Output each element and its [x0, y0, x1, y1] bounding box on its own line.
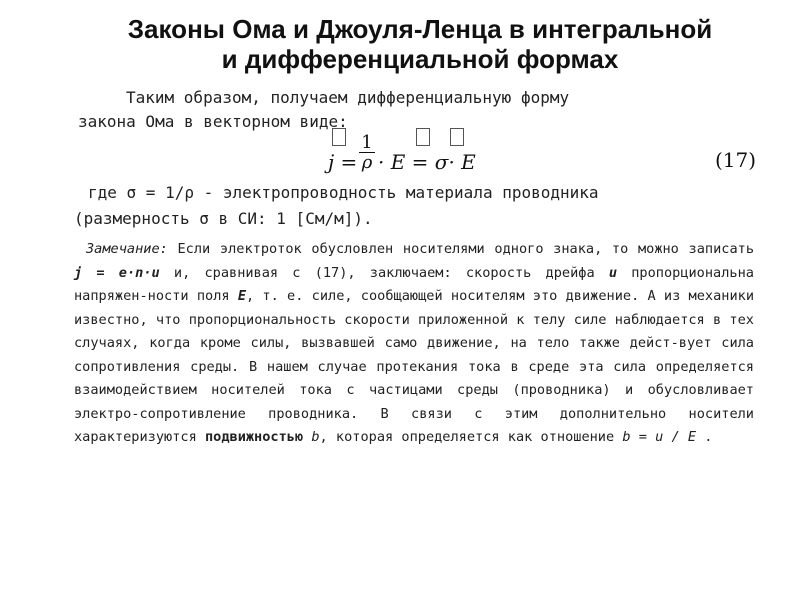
fraction-denominator: ρ: [361, 152, 373, 173]
lead-line-2: закона Ома в векторном виде:: [78, 112, 348, 131]
equation-number: (17): [714, 148, 756, 172]
title-line-1: Законы Ома и Джоуля-Ленца в интегральной: [127, 14, 713, 44]
fraction-numerator: 1: [361, 132, 373, 153]
remark-paragraph: [74, 238, 754, 450]
current-density-formula: j = e·n·u: [74, 264, 160, 281]
where-line-2: (размерность σ в СИ: 1 [См/м]).: [74, 209, 373, 228]
formula-fraction: [358, 134, 376, 173]
where-line-1: где σ = 1/ρ - электропроводность материала проводника: [88, 183, 599, 202]
mobility-symbol: b: [311, 429, 320, 445]
mobility-term: подвижностью: [204, 429, 304, 445]
remark-intro: Если электроток обусловлен носителями одного знака, то можно записать: [167, 241, 754, 257]
ohm-law-formula: [320, 126, 760, 186]
drift-velocity-symbol: u: [608, 264, 618, 281]
remark-text-3: , т. е. силе, сообщающей носителям это движение. А из механики известно, что пропорциональность скорости приложенной к телу силе наблюдается в тех случаях, когда кроме силы, вызвавшей само движение, на тело также дейст-вует сила сопротивления среды. В нашем случае протекания тока в среде эта сила определяется взаимодействием носителей тока с частицами среды (проводника) и обусловливает электро-сопротивление проводника. В связи с этим дополнительно носители характеризуются: [74, 288, 755, 445]
formula-lhs-text: j =: [328, 150, 358, 174]
lead-line-1: Таким образом, получаем дифференциальную форму: [126, 88, 570, 107]
missing-glyph-box: [450, 128, 464, 146]
missing-glyph-box: [332, 128, 346, 146]
remark-text-1: и, сравнивая с (17), заключаем: скорость дрейфа: [159, 264, 609, 281]
formula-lhs: [328, 150, 357, 174]
remark-label: Замечание:: [86, 241, 168, 257]
field-symbol: E: [237, 288, 246, 304]
title-line-2: и дифференциальной формах: [221, 44, 619, 74]
conductivity-definition: [74, 180, 764, 232]
slide-title: [40, 14, 800, 74]
remark-end: .: [696, 429, 713, 445]
formula-rhs: · E = σ· E: [378, 150, 476, 174]
mobility-ratio: b = u / E: [622, 429, 697, 445]
missing-glyph-box: [416, 128, 430, 146]
remark-text-4: , которая определяется как отношение: [319, 429, 623, 445]
remark-text-2: пропорциональна напряжен-ности поля: [74, 264, 754, 304]
